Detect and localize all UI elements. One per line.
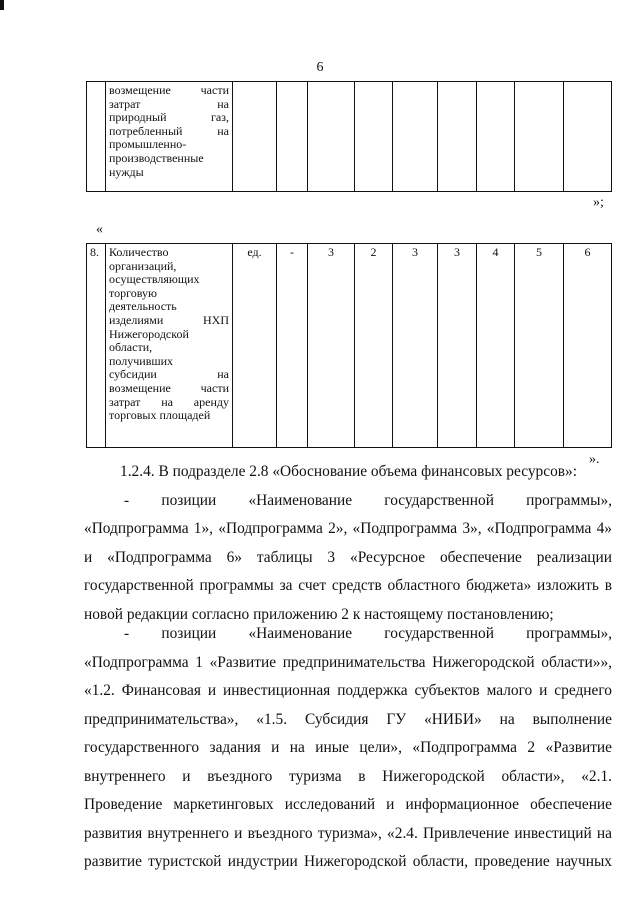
closing-quote-top: »; <box>593 195 604 210</box>
value-cell: 3 <box>393 244 438 448</box>
value-cell: - <box>277 244 308 448</box>
value-cell: 3 <box>438 244 477 448</box>
table-cell <box>355 82 393 192</box>
table-cell <box>233 82 277 192</box>
value-cell: 3 <box>308 244 355 448</box>
table-row <box>87 82 612 192</box>
text-line: государственного задания и на иные цели», «Подпрограмма 2 «Развитие <box>84 739 612 756</box>
cell-text-line: затрат на аренду <box>109 394 229 409</box>
table-cell <box>477 82 515 192</box>
indicator-table-continued <box>86 81 612 192</box>
value-cell: 2 <box>355 244 393 448</box>
row-number-cell: 8. <box>87 244 106 448</box>
table-cell <box>87 82 106 192</box>
table-cell <box>564 82 612 192</box>
cell-text-line: производственные <box>109 150 204 165</box>
table-cell <box>515 82 564 192</box>
table-cell <box>393 82 438 192</box>
paragraph-subsection-2-8 <box>84 458 612 629</box>
text-line: 1.2.4. В подразделе 2.8 «Обоснование объема финансовых ресурсов»: <box>120 463 577 480</box>
text-line: и «Подпрограмма 6» таблицы 3 «Ресурсное обеспечение реализации <box>84 548 612 566</box>
cell-text-line: нужды <box>109 164 144 179</box>
text-line: развитие туристской индустрии Нижегородской области, проведение научных <box>84 853 612 870</box>
opening-quote: « <box>96 222 103 237</box>
cell-text-line: Нижегородской <box>109 326 189 341</box>
cell-text-line: организаций, <box>109 258 177 273</box>
indicator-description-cell <box>106 82 233 192</box>
text-line: внутреннего и въездного туризма в Нижегородской области», «2.1. <box>84 767 612 785</box>
indicator-table-row-8 <box>86 243 612 448</box>
text-line: предпринимательства», «1.5. Субсидия ГУ «НИБИ» на выполнение <box>84 710 612 728</box>
cell-text-line: затрат на <box>109 96 229 111</box>
cell-text-line: получивших <box>109 353 174 368</box>
cell-text-line: природный газ, <box>109 110 229 125</box>
cell-text-line: потребленный на <box>109 123 229 138</box>
cell-text-line: изделиями НХП <box>109 312 229 327</box>
scan-corner-mark <box>0 0 4 10</box>
indicator-description-cell <box>106 244 233 448</box>
text-line: развития внутреннего и въездного туризма», «2.4. Привлечение инвестиций на <box>84 824 612 842</box>
text-line: - позиции «Наименование государственной программы», <box>124 625 612 642</box>
table-cell <box>438 82 477 192</box>
value-cell: 6 <box>564 244 612 448</box>
cell-text-line: Количество <box>109 245 169 259</box>
paragraph-positions-list <box>84 620 612 877</box>
text-line: «1.2. Финансовая и инвестиционная поддержка субъектов малого и среднего <box>84 682 612 699</box>
cell-text-line: торговую <box>109 285 157 300</box>
cell-text-line: возмещение части <box>109 83 229 97</box>
cell-text-line: торговых площадей <box>109 408 211 423</box>
cell-text-line: области, <box>109 340 153 355</box>
unit-cell: ед. <box>233 244 277 448</box>
table-cell <box>308 82 355 192</box>
value-cell: 5 <box>515 244 564 448</box>
table-row <box>87 244 612 448</box>
text-line: «Подпрограмма 1 «Развитие предпринимательства Нижегородской области»», <box>84 653 612 671</box>
cell-text-line: промышленно- <box>109 137 187 152</box>
cell-text-line: деятельность <box>109 299 177 314</box>
cell-text-line: субсидии на <box>109 367 229 382</box>
page-number: 6 <box>316 60 324 75</box>
text-line: новой редакции согласно приложению 2 к настоящему постановлению; <box>84 605 554 623</box>
text-line: «Подпрограмма 1», «Подпрограмма 2», «Подпрограмма 3», «Подпрограмма 4» <box>84 520 612 537</box>
text-line: государственной программы за счет средств областного бюджета» изложить в <box>84 577 612 594</box>
table-cell <box>277 82 308 192</box>
value-cell: 4 <box>477 244 515 448</box>
cell-text-line: возмещение части <box>109 380 229 395</box>
text-line: - позиции «Наименование государственной программы», <box>124 491 612 509</box>
cell-text-line: осуществляющих <box>109 272 200 287</box>
closing-quote-bottom: ». <box>589 452 600 467</box>
text-line: Проведение маркетинговых исследований и информационное обеспечение <box>84 796 612 813</box>
